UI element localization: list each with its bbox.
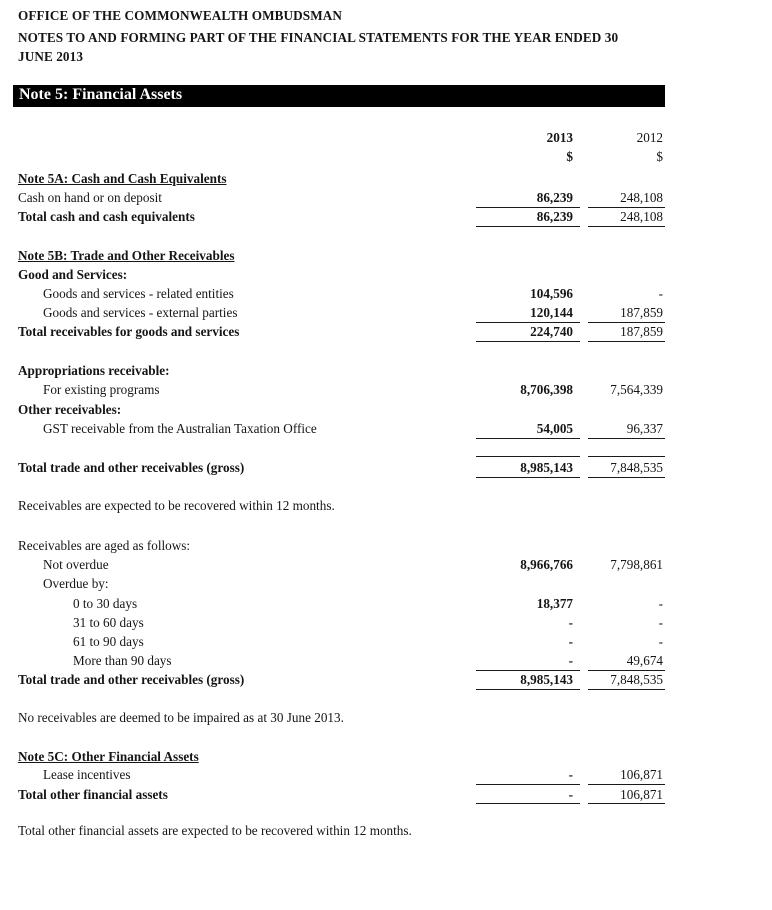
row-label: Not overdue (43, 557, 109, 572)
table-row (0, 304, 772, 322)
total-row (0, 323, 772, 341)
note5a-title: Note 5A: Cash and Cash Equivalents (18, 171, 227, 186)
value-2012: 49,674 (626, 653, 663, 668)
value-2012: 7,848,535 (610, 460, 663, 475)
column-header-units (0, 148, 772, 166)
col-2012-unit: $ (656, 149, 663, 164)
section-heading-row (0, 537, 772, 555)
rule-line (588, 784, 665, 785)
total-row (0, 671, 772, 689)
row-label: 31 to 60 days (73, 615, 144, 630)
section-heading-row (0, 575, 772, 593)
total-row (0, 208, 772, 226)
value-2012: 96,337 (626, 421, 663, 436)
value-2013: - (568, 767, 573, 782)
value-2012: 187,859 (620, 324, 663, 339)
row-label: GST receivable from the Australian Taxation Office (43, 421, 317, 436)
rule-line (588, 689, 665, 690)
note-title-bar (13, 85, 665, 107)
value-2012: - (658, 596, 663, 611)
recovered-note: Receivables are expected to be recovered within 12 months. (18, 498, 335, 513)
org-title: OFFICE OF THE COMMONWEALTH OMBUDSMAN (18, 8, 343, 23)
rule-line (588, 226, 665, 227)
rule-line (476, 438, 580, 439)
section-heading-row (0, 362, 772, 380)
row-label: Total trade and other receivables (gross) (18, 672, 245, 687)
value-2013: 86,239 (536, 190, 573, 205)
col-2013-unit: $ (566, 149, 573, 164)
section-heading-row (0, 401, 772, 419)
rule-line (476, 226, 580, 227)
rule-line (588, 456, 665, 457)
rule-line (588, 438, 665, 439)
rule-line (588, 341, 665, 342)
other-assets-note: Total other financial assets are expected to be recovered within 12 months. (18, 823, 412, 838)
value-2013: 8,985,143 (520, 672, 573, 687)
value-2013: 18,377 (536, 596, 573, 611)
table-row (0, 633, 772, 651)
aged-heading: Receivables are aged as follows: (18, 538, 191, 553)
row-label: More than 90 days (73, 653, 172, 668)
value-2012: 106,871 (620, 767, 663, 782)
value-2013: 8,985,143 (520, 460, 573, 475)
note5b-title: Note 5B: Trade and Other Receivables (18, 248, 235, 263)
table-row (0, 420, 772, 438)
table-row (0, 595, 772, 613)
value-2012: 7,564,339 (610, 382, 663, 397)
document-subtitle: NOTES TO AND FORMING PART OF THE FINANCIAL STATEMENTS FOR THE YEAR ENDED 30 (18, 30, 619, 45)
row-label: Total other financial assets (18, 787, 168, 802)
note5a-heading-row (0, 170, 772, 188)
col-2012-header: 2012 (636, 130, 663, 145)
row-label: Total trade and other receivables (gross) (18, 460, 245, 475)
rule-line (588, 477, 665, 478)
overdue-by-label: Overdue by: (43, 576, 109, 591)
note5c-title: Note 5C: Other Financial Assets (18, 749, 199, 764)
table-row (0, 556, 772, 574)
approp-heading: Appropriations receivable: (18, 363, 170, 378)
row-label: 0 to 30 days (73, 596, 138, 611)
rule-line (476, 477, 580, 478)
row-label: Goods and services - external parties (43, 305, 238, 320)
table-row (0, 189, 772, 207)
other-heading: Other receivables: (18, 402, 122, 417)
row-label: For existing programs (43, 382, 160, 397)
value-2012: 187,859 (620, 305, 663, 320)
table-row (0, 381, 772, 399)
value-2013: 8,706,398 (520, 382, 573, 397)
row-label: Goods and services - related entities (43, 286, 234, 301)
rule-line (476, 803, 580, 804)
value-2012: - (658, 615, 663, 630)
value-2013: - (568, 653, 573, 668)
row-label: 61 to 90 days (73, 634, 144, 649)
value-2013: 86,239 (536, 209, 573, 224)
rule-line (476, 341, 580, 342)
impaired-note: No receivables are deemed to be impaired as at 30 June 2013. (18, 710, 344, 725)
row-label: Total receivables for goods and services (18, 324, 240, 339)
value-2012: 7,848,535 (610, 672, 663, 687)
value-2013: 120,144 (530, 305, 573, 320)
table-row (0, 614, 772, 632)
row-label: Total cash and cash equivalents (18, 209, 195, 224)
note-title: Note 5: Financial Assets (19, 86, 183, 103)
total-row (0, 786, 772, 804)
value-2012: 248,108 (620, 190, 663, 205)
value-2012: - (658, 286, 663, 301)
goods-heading: Good and Services: (18, 267, 128, 282)
value-2013: - (568, 615, 573, 630)
value-2013: - (568, 634, 573, 649)
row-label: Cash on hand or on deposit (18, 190, 162, 205)
value-2013: 54,005 (536, 421, 573, 436)
rule-line (588, 803, 665, 804)
value-2013: - (568, 787, 573, 802)
value-2012: 248,108 (620, 209, 663, 224)
section-heading-row (0, 266, 772, 284)
note5c-heading-row (0, 748, 772, 766)
value-2012: 106,871 (620, 787, 663, 802)
total-row (0, 459, 772, 477)
rule-line (476, 456, 580, 457)
value-2012: - (658, 634, 663, 649)
table-row (0, 285, 772, 303)
note5b-heading-row (0, 247, 772, 265)
value-2013: 104,596 (530, 286, 573, 301)
rule-line (476, 689, 580, 690)
table-row (0, 766, 772, 784)
column-header-years (0, 129, 772, 147)
rule-line (476, 784, 580, 785)
col-2013-header: 2013 (546, 130, 573, 145)
row-label: Lease incentives (43, 767, 131, 782)
value-2013: 224,740 (530, 324, 573, 339)
table-row (0, 652, 772, 670)
value-2013: 8,966,766 (520, 557, 573, 572)
document-subtitle-cont: JUNE 2013 (18, 49, 84, 64)
value-2012: 7,798,861 (610, 557, 663, 572)
